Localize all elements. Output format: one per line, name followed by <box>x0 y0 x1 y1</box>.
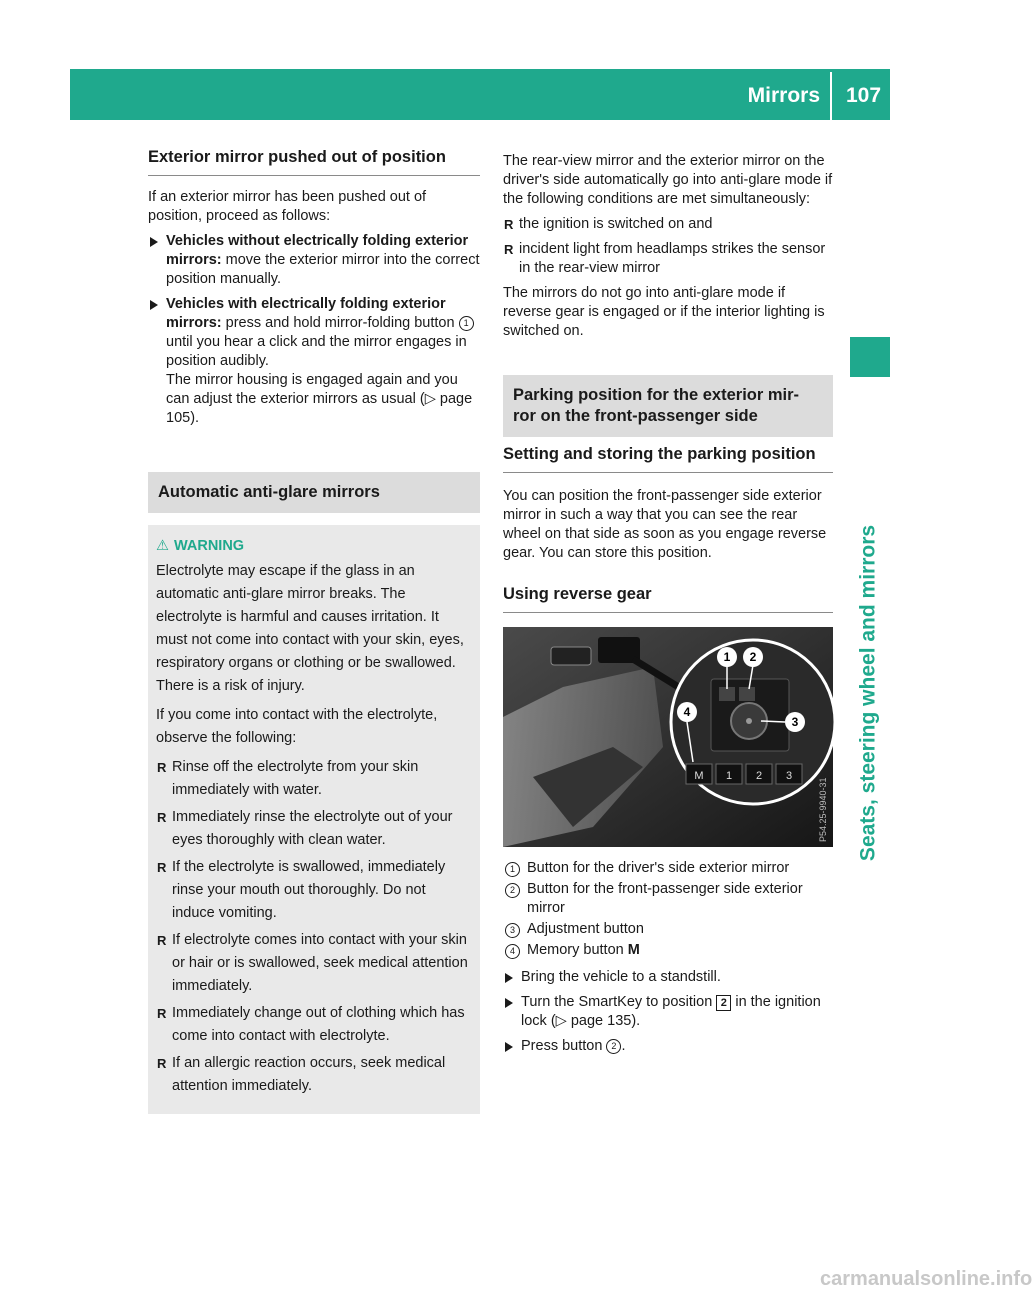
step-text: in the ignition lock ( <box>521 994 821 1029</box>
watermark: carmanualsonline.info <box>820 1268 1032 1290</box>
section-title-exterior-mirror: Exterior mirror pushed out of position <box>148 148 480 176</box>
bullet-icon: R <box>157 760 167 775</box>
legend-item <box>503 920 833 939</box>
side-tab-marker <box>850 337 890 377</box>
warning-label: WARNING <box>174 538 245 554</box>
door-panel-photo <box>503 627 833 847</box>
arrow-icon <box>150 237 158 247</box>
bullet-text: Immediately rinse the electrolyte out of your eyes thoroughly with clean water. <box>172 809 453 848</box>
step-text: Turn the SmartKey to position <box>521 994 717 1010</box>
warning-triangle-icon: ⚠ <box>156 538 169 554</box>
warning-text: Electrolyte may escape if the glass in an automatic anti-glare mirror breaks. The electrolyte is harmful and causes irritation. It must not come into contact with your skin, eyes, respiratory organs or clothing or be swallowed. There is a risk of injury. <box>156 563 464 694</box>
legend-item <box>503 941 833 960</box>
step-text: until you hear a click and the mirror engages in position audibly. <box>166 334 467 369</box>
page-ref: page 105). <box>166 391 473 426</box>
button-label-m: M <box>694 770 704 782</box>
bullet-icon: R <box>157 1006 167 1021</box>
key-position-box: 2 <box>716 995 731 1011</box>
warning-bullet <box>156 1002 472 1048</box>
step-text: press and hold mirror-folding button <box>221 315 459 331</box>
legend-text: Button for the driver's side exterior mirror <box>527 860 790 876</box>
callout-4: 4 <box>683 705 691 719</box>
step-label: Vehicles without electrically folding exterior mirrors: <box>166 233 469 268</box>
bullet-text: Rinse off the electrolyte from your skin immediately with water. <box>172 759 419 798</box>
step-text: Press button <box>521 1038 607 1054</box>
warning-bullet <box>156 1052 472 1098</box>
legend-text: Memory button <box>527 942 628 958</box>
heading-line: ror on the front-passenger side <box>513 407 758 425</box>
subsection-title-storing: Setting and storing the parking position <box>503 445 833 473</box>
arrow-icon <box>150 300 158 310</box>
arrow-icon <box>505 998 513 1008</box>
step-no-folding <box>148 232 480 289</box>
heading-line: Parking position for the exterior mir- <box>513 386 800 404</box>
legend-bold: M <box>627 942 640 958</box>
legend-text: Adjustment button <box>527 921 644 937</box>
condition-text: incident light from headlamps strikes the sensor in the rear-view mirror <box>519 241 826 276</box>
button-label-3: 3 <box>785 770 793 782</box>
bullet-icon: R <box>504 217 514 232</box>
bullet-icon: R <box>157 933 167 948</box>
callout-1: 1 <box>723 650 731 664</box>
bullet-text: If electrolyte comes into contact with your skin or hair or is swallowed, seek medical attention immediately. <box>172 932 468 994</box>
legend-item <box>503 859 833 878</box>
intro-text: If an exterior mirror has been pushed out of position, proceed as follows: <box>148 189 427 224</box>
section-title-anti-glare: Automatic anti-glare mirrors <box>148 472 480 513</box>
bullet-icon: R <box>504 242 514 257</box>
step-smartkey <box>503 993 833 1031</box>
step-text: The mirror housing is engaged again and you can adjust the exterior mirrors as usual ( <box>166 372 458 407</box>
condition-item <box>503 215 833 234</box>
bullet-text: If an allergic reaction occurs, seek medical attention immediately. <box>172 1055 446 1094</box>
photo-code: P54.25-9940-31 <box>818 777 828 842</box>
bullet-text: If the electrolyte is swallowed, immediately rinse your mouth out thoroughly. Do not induce vomiting. <box>172 859 446 921</box>
callout-number: 1 <box>459 316 474 331</box>
page-ref: page 135). <box>570 1013 641 1029</box>
callout-number: 2 <box>505 883 520 898</box>
page-ref-icon: ▷ <box>555 1013 571 1029</box>
step-text: Bring the vehicle to a standstill. <box>521 969 721 985</box>
legend-item <box>503 880 833 918</box>
page-ref-icon: ▷ <box>424 391 440 407</box>
page-number: 107 <box>846 84 882 107</box>
arrow-icon <box>505 973 513 983</box>
door-panel-illustration <box>503 627 833 847</box>
button-label-1: 1 <box>725 770 733 782</box>
anti-glare-note: The mirrors do not go into anti-glare mode if reverse gear is engaged or if the interior lighting is switched on. <box>503 285 825 339</box>
condition-text: the ignition is switched on and <box>519 216 713 232</box>
warning-text: If you come into contact with the electrolyte, observe the following: <box>156 707 438 746</box>
warning-bullet <box>156 756 472 802</box>
bullet-text: Immediately change out of clothing which has come into contact with electrolyte. <box>172 1005 465 1044</box>
step-standstill <box>503 968 833 987</box>
button-label-2: 2 <box>755 770 763 782</box>
condition-item <box>503 240 833 278</box>
callout-number: 3 <box>505 923 520 938</box>
step-label: Vehicles with electrically folding exterior mirrors: <box>166 296 446 331</box>
page-header-title: Mirrors <box>747 84 820 107</box>
warning-bullet <box>156 929 472 998</box>
callout-number: 2 <box>606 1039 621 1054</box>
callout-3: 3 <box>791 715 799 729</box>
callout-number: 4 <box>505 944 520 959</box>
warning-bullet <box>156 806 472 852</box>
warning-box <box>148 525 480 1114</box>
side-chapter-label: Seats, steering wheel and mirrors <box>856 524 880 862</box>
step-with-folding <box>148 295 480 428</box>
callout-2: 2 <box>749 650 757 664</box>
step-text: move the exterior mirror into the correct position manually. <box>166 252 480 287</box>
anti-glare-intro: The rear-view mirror and the exterior mirror on the driver's side automatically go into anti-glare mode if the following conditions are met simultaneously: <box>503 153 833 207</box>
warning-bullet <box>156 856 472 925</box>
section-title-parking-position <box>503 375 833 437</box>
subsection-title-reverse-gear: Using reverse gear <box>503 585 833 613</box>
step-press-button <box>503 1037 833 1056</box>
right-column <box>503 152 833 1062</box>
bullet-icon: R <box>157 1056 167 1071</box>
bullet-icon: R <box>157 810 167 825</box>
header-divider <box>830 72 832 120</box>
storing-text: You can position the front-passenger side exterior mirror in such a way that you can see the rear wheel on that side as soon as you engage reverse gear. You can store this position. <box>503 488 827 561</box>
step-text: . <box>621 1038 626 1054</box>
arrow-icon <box>505 1042 513 1052</box>
warning-title <box>156 535 472 558</box>
legend-text: Button for the front-passenger side exterior mirror <box>527 881 803 916</box>
left-column <box>148 148 480 1114</box>
callout-number: 1 <box>505 862 520 877</box>
bullet-icon: R <box>157 860 167 875</box>
